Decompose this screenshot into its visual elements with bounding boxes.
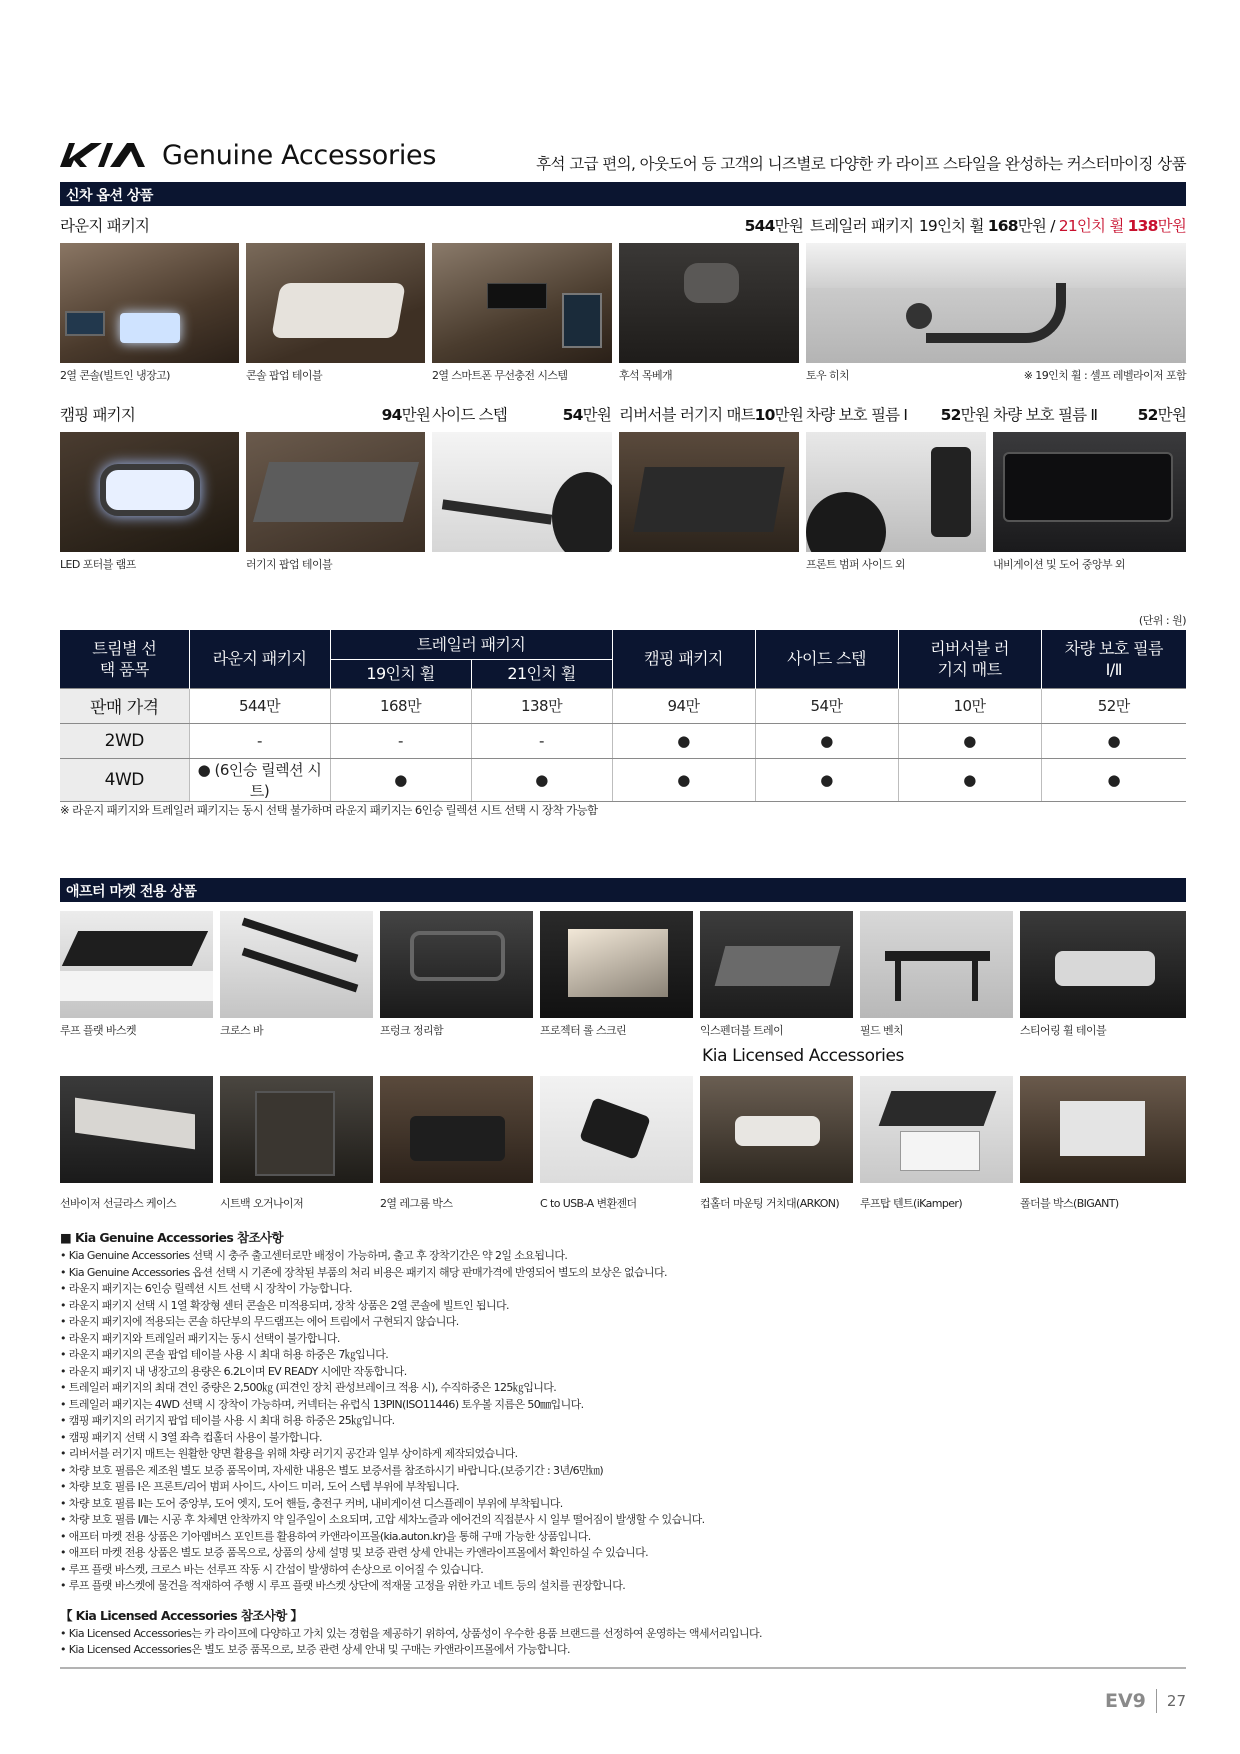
list-item: • 차량 보호 필름은 제조원 별도 보증 품목이며, 자세한 내용은 별도 보증서를 참조하시기 바랍니다.(보증기간 : 3년/6만㎞) (60, 1463, 1186, 1480)
genuine-notes-title: ■ Kia Genuine Accessories 참조사항 (60, 1230, 283, 1245)
footer (1105, 1686, 1186, 1716)
trailer-price: 19인치 휠 168만원 / 21인치 휠 138만원 (918, 217, 1186, 235)
caption-rooftop-tent: 루프탑 텐트(iKamper) (860, 1197, 963, 1210)
photo-roof-basket (60, 911, 213, 1018)
caption-sunglass-case: 선바이저 선글라스 케이스 (60, 1197, 177, 1210)
caption-2nd-row-console: 2열 콘솔(빌트인 냉장고) (60, 369, 170, 382)
kia-logo (60, 142, 152, 168)
list-item: • 캠핑 패키지 선택 시 3열 좌측 컵홀더 사용이 불가합니다. (60, 1430, 1186, 1447)
cell: 94만 (612, 688, 755, 723)
list-item: • 트레일러 패키지는 4WD 선택 시 장착이 가능하며, 커넥터는 유럽식 13PIN(ISO11446) 토우볼 지름은 50㎜입니다. (60, 1397, 1186, 1414)
th-trailer-19: 19인치 휠 (330, 659, 471, 688)
cell: ● (1041, 758, 1186, 801)
photo-seatback-organizer (220, 1076, 373, 1183)
photo-frunk-organizer (380, 911, 533, 1018)
list-item: • 루프 플랫 바스켓, 크로스 바는 선루프 작동 시 간섭이 발생하여 손상으로 이어질 수 있습니다. (60, 1562, 1186, 1579)
row-label: 판매 가격 (60, 688, 189, 723)
notes-block (60, 1228, 1186, 1659)
row-label: 4WD (60, 758, 189, 801)
trailer-title: 트레일러 패키지 (810, 217, 914, 235)
table-row-price (60, 688, 1186, 723)
list-item: • 라운지 패키지 선택 시 1열 확장형 센터 콘솔은 미적용되며, 장착 상품은 2열 콘솔에 빌트인 됩니다. (60, 1298, 1186, 1315)
page-number: 27 (1166, 1692, 1186, 1710)
cell: ● (1041, 723, 1186, 758)
th-protection-film: 차량 보호 필름 Ⅰ/Ⅱ (1041, 630, 1186, 688)
caption-expandable-tray: 익스펜더블 트레이 (700, 1024, 784, 1037)
side-step-price: 54만원 (562, 406, 611, 424)
photo-cross-bar (220, 911, 373, 1018)
cell: 544만 (189, 688, 330, 723)
cell: ● (898, 758, 1041, 801)
film2-price: 52만원 (1137, 406, 1186, 424)
cell: ● (471, 758, 612, 801)
caption-steering-wheel-table: 스티어링 휠 테이블 (1020, 1024, 1107, 1037)
caption-navigation-door: 내비게이션 및 도어 중앙부 외 (993, 558, 1125, 571)
photo-projector-screen (540, 911, 693, 1018)
photo-protection-film-1 (806, 432, 986, 552)
camping-price: 94만원 (381, 406, 430, 424)
option-table (60, 630, 1186, 802)
caption-projector-screen: 프로젝터 롤 스크린 (540, 1024, 627, 1037)
section-after-market: 애프터 마켓 전용 상품 (60, 878, 1186, 902)
photo-sunglass-case (60, 1076, 213, 1183)
header (60, 140, 1186, 180)
cell: ● (898, 723, 1041, 758)
photo-wireless-charging (432, 243, 612, 363)
photo-cupholder-mount (700, 1076, 853, 1183)
cell: ● (612, 723, 755, 758)
cell: 52만 (1041, 688, 1186, 723)
lounge-title: 라운지 패키지 (60, 217, 150, 235)
cell: ● (755, 723, 898, 758)
caption-frunk-organizer: 프렁크 정리함 (380, 1024, 444, 1037)
table-unit: (단위 : 원) (1138, 614, 1186, 627)
licensed-accessories-title: Kia Licensed Accessories (702, 1046, 905, 1066)
list-item: • Kia Licensed Accessories는 카 라이프에 다양하고 가치 있는 경험을 제공하기 위하여, 상품성이 우수한 용품 브랜드를 선정하여 운영하는 액세서리입니다. (60, 1626, 1186, 1643)
cell: ● (330, 758, 471, 801)
cell: - (189, 723, 330, 758)
photo-luggage-mat (619, 432, 799, 552)
list-item: • 차량 보호 필름 Ⅰ은 프론트/리어 범퍼 사이드, 사이드 미러, 도어 스텝 부위에 부착됩니다. (60, 1479, 1186, 1496)
list-item: • 차량 보호 필름 Ⅰ/Ⅱ는 시공 후 차체면 안착까지 약 일주일이 소요되며, 고압 세차노즐과 에어건의 직접분사 시 일부 떨어짐이 발생할 수 있습니다. (60, 1512, 1186, 1529)
list-item: • 루프 플랫 바스켓에 물건을 적재하여 주행 시 루프 플랫 바스켓 상단에 적재물 고정을 위한 카고 네트 등의 설치를 권장합니다. (60, 1578, 1186, 1595)
list-item: • Kia Genuine Accessories 옵션 선택 시 기존에 장착된 부품의 처리 비용은 패키지 해당 판매가격에 반영되어 별도의 보상은 없습니다. (60, 1265, 1186, 1282)
list-item: • 라운지 패키지는 6인승 릴렉션 시트 선택 시 장착이 가능합니다. (60, 1281, 1186, 1298)
list-item: • 애프터 마켓 전용 상품은 별도 보증 품목으로, 상품의 상세 설명 및 보증 관련 상세 안내는 카앤라이프몰에서 확인하실 수 있습니다. (60, 1545, 1186, 1562)
photo-legroom-box (380, 1076, 533, 1183)
section-new-car-options: 신차 옵션 상품 (60, 182, 1186, 206)
side-step-title: 사이드 스텝 (432, 406, 507, 424)
cell: ● (6인승 릴렉션 시트) (189, 758, 330, 801)
table-row-2wd (60, 723, 1186, 758)
caption-field-bench: 필드 벤치 (860, 1024, 904, 1037)
cell: - (330, 723, 471, 758)
photo-field-bench (860, 911, 1013, 1018)
photo-luggage-popup-table (246, 432, 425, 552)
photo-protection-film-2 (993, 432, 1186, 552)
list-item: • 리버서블 러기지 매트는 원활한 양면 활용을 위해 차량 러기지 공간과 일부 상이하게 제작되었습니다. (60, 1446, 1186, 1463)
list-item: • 라운지 패키지에 적용되는 콘솔 하단부의 무드램프는 에어 트림에서 구현되지 않습니다. (60, 1314, 1186, 1331)
row-label: 2WD (60, 723, 189, 758)
caption-tow-hitch: 토우 히치 (806, 369, 850, 382)
list-item: • Kia Licensed Accessories은 별도 보증 품목으로, 보증 관련 상세 안내 및 구매는 카앤라이프몰에서 가능합니다. (60, 1642, 1186, 1659)
th-trim: 트림별 선택 품목 (60, 630, 189, 688)
photo-expandable-tray (700, 911, 853, 1018)
photo-tow-hitch (806, 243, 1186, 363)
cell: ● (612, 758, 755, 801)
caption-usb-gender: C to USB-A 변환젠더 (540, 1197, 637, 1210)
photo-foldable-box (1020, 1076, 1186, 1183)
licensed-notes-list (60, 1626, 1186, 1659)
caption-cross-bar: 크로스 바 (220, 1024, 264, 1037)
cell: - (471, 723, 612, 758)
th-trailer: 트레일러 패키지 (330, 630, 612, 659)
cell: 54만 (755, 688, 898, 723)
cell: 10만 (898, 688, 1041, 723)
list-item: • 차량 보호 필름 Ⅱ는 도어 중앙부, 도어 엣지, 도어 핸들, 충전구 커버, 내비게이션 디스플레이 부위에 부착됩니다. (60, 1496, 1186, 1513)
photo-neck-pillow (619, 243, 799, 363)
cell: 138만 (471, 688, 612, 723)
photo-side-step (432, 432, 612, 552)
th-lounge: 라운지 패키지 (189, 630, 330, 688)
photo-led-lamp (60, 432, 239, 552)
caption-roof-basket: 루프 플랫 바스켓 (60, 1024, 136, 1037)
photo-usb-gender (540, 1076, 693, 1183)
list-item: • Kia Genuine Accessories 선택 시 충주 출고센터로만 배정이 가능하며, 출고 후 장착기간은 약 2일 소요됩니다. (60, 1248, 1186, 1265)
caption-seatback-organizer: 시트백 오거나이저 (220, 1197, 304, 1210)
th-trailer-21: 21인치 휠 (471, 659, 612, 688)
licensed-notes-title: 【 Kia Licensed Accessories 참조사항 】 (60, 1607, 303, 1623)
th-luggage-mat: 리버서블 러기지 매트 (898, 630, 1041, 688)
camping-title: 캠핑 패키지 (60, 406, 135, 424)
caption-cupholder-mount: 컵홀더 마운팅 거치대(ARKON) (700, 1197, 840, 1210)
footer-divider (60, 1667, 1186, 1669)
tagline: 후석 고급 편의, 아웃도어 등 고객의 니즈별로 다양한 카 라이프 스타일을 완성하는 커스터마이징 상품 (536, 155, 1186, 173)
caption-front-bumper-side: 프론트 범퍼 사이드 외 (806, 558, 905, 571)
photo-steering-wheel-table (1020, 911, 1186, 1018)
caption-console-popup-table: 콘솔 팝업 테이블 (246, 369, 322, 382)
th-side-step: 사이드 스텝 (755, 630, 898, 688)
film2-title: 차량 보호 필름 Ⅱ (993, 406, 1098, 424)
brand-title: Genuine Accessories (162, 140, 437, 171)
th-camping: 캠핑 패키지 (612, 630, 755, 688)
table-row-4wd (60, 758, 1186, 801)
genuine-notes-list (60, 1248, 1186, 1595)
caption-wireless-charging: 2열 스마트폰 무선충전 시스템 (432, 369, 568, 382)
photo-rooftop-tent (860, 1076, 1013, 1183)
photo-2nd-row-console (60, 243, 239, 363)
film1-price: 52만원 (940, 406, 989, 424)
luggage-mat-price: 10만원 (754, 406, 803, 424)
list-item: • 트레일러 패키지의 최대 견인 중량은 2,500㎏ (피견인 장치 관성브레이크 적용 시), 수직하중은 125㎏입니다. (60, 1380, 1186, 1397)
luggage-mat-title: 리버서블 러기지 매트 (619, 406, 755, 424)
list-item: • 애프터 마켓 전용 상품은 기아멤버스 포인트를 활용하여 카앤라이프몰(kia.auton.kr)을 통해 구매 가능한 상품입니다. (60, 1529, 1186, 1546)
table-note: ※ 라운지 패키지와 트레일러 패키지는 동시 선택 불가하며 라운지 패키지는 6인승 릴렉션 시트 선택 시 장착 가능함 (60, 803, 598, 817)
photo-console-popup-table (246, 243, 425, 363)
caption-legroom-box: 2열 레그룸 박스 (380, 1197, 453, 1210)
cell: 168만 (330, 688, 471, 723)
caption-led-lamp: LED 포터블 램프 (60, 558, 136, 571)
list-item: • 라운지 패키지의 콘솔 팝업 테이블 사용 시 최대 허용 하중은 7㎏입니다. (60, 1347, 1186, 1364)
list-item: • 라운지 패키지와 트레일러 패키지는 동시 선택이 불가합니다. (60, 1331, 1186, 1348)
caption-foldable-box: 폴더블 박스(BIGANT) (1020, 1197, 1119, 1210)
list-item: • 캠핑 패키지의 러기지 팝업 테이블 사용 시 최대 허용 하중은 25㎏입니다. (60, 1413, 1186, 1430)
lounge-price: 544만원 (744, 217, 803, 235)
caption-neck-pillow: 후석 목베개 (619, 369, 673, 382)
cell: ● (755, 758, 898, 801)
model-name: EV9 (1105, 1689, 1157, 1713)
film1-title: 차량 보호 필름 Ⅰ (806, 406, 908, 424)
caption-self-leveler-note: ※ 19인치 휠 : 셀프 레벨라이저 포함 (1023, 369, 1186, 382)
list-item: • 라운지 패키지 내 냉장고의 용량은 6.2L이며 EV READY 시에만 작동합니다. (60, 1364, 1186, 1381)
caption-luggage-popup-table: 러기지 팝업 테이블 (246, 558, 333, 571)
